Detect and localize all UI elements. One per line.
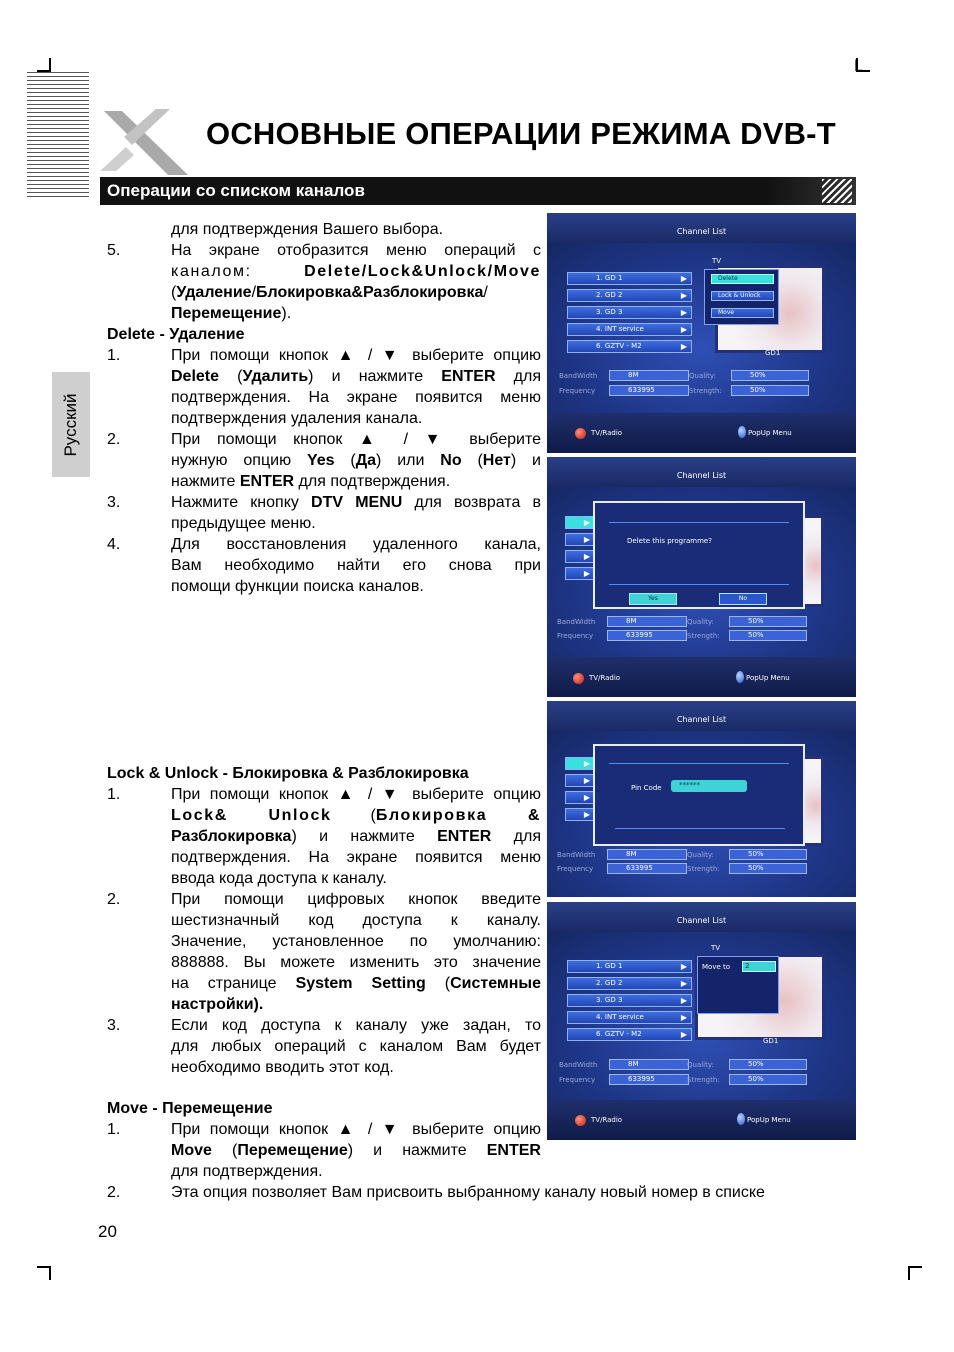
tv-screenshot-pin-code: Channel List ▶ ▶ ▶ ▶ Pin Code ****** BandWidth 8M Frequency 633995 Quality: 50% Strength: 50% xyxy=(547,701,856,897)
paragraph-line: Разблокировка) и нажмите ENTER для xyxy=(171,828,541,845)
paragraph-line: Вам необходимо найти его снова при xyxy=(171,557,541,574)
paragraph-line: нужную опцию Yes (Да) или No (Нет) и xyxy=(171,452,541,469)
channel-item xyxy=(565,533,595,546)
list-number: 1. xyxy=(107,347,121,364)
move-to-input[interactable]: 2 xyxy=(742,961,776,972)
tv-title-bar: Channel List xyxy=(547,213,856,243)
paragraph-line: Delete (Удалить) и нажмите ENTER для xyxy=(171,368,541,385)
move-popup: Move to 2 xyxy=(697,956,779,1014)
paragraph-line: Для восстановления удаленного канала, xyxy=(171,536,541,553)
operations-popup xyxy=(704,269,779,325)
channel-item[interactable]: 2. GD 2 ▶ xyxy=(567,289,692,302)
channel-item[interactable]: 1. GD 1 ▶ xyxy=(567,960,692,973)
list-number: 1. xyxy=(107,1121,121,1138)
paragraph-line: ввода кода доступа к каналу. xyxy=(171,870,387,887)
paragraph-line: для любых операций с каналом Вам будет xyxy=(171,1038,541,1055)
yes-button[interactable]: Yes xyxy=(629,593,677,605)
paragraph-line: шестизначный код доступа к каналу. xyxy=(171,912,541,929)
paragraph-line: помощи функции поиска каналов. xyxy=(171,578,424,595)
paragraph-line: При помощи кнопок ▲ / ▼ выберите xyxy=(171,431,541,448)
brand-logo-x-icon xyxy=(96,105,196,177)
list-number: 1. xyxy=(107,786,121,803)
section-title: Операции со списком каналов xyxy=(107,181,365,200)
channel-item xyxy=(565,516,595,529)
menu-item-move[interactable]: Move xyxy=(711,308,774,318)
delete-confirm-dialog xyxy=(593,501,805,609)
subsection-heading: Delete - Удаление xyxy=(107,326,245,343)
blue-button-icon xyxy=(738,426,746,438)
paragraph-line: подтверждения удаления канала. xyxy=(171,410,423,427)
channel-item[interactable]: 3. GD 3 ▶ xyxy=(567,306,692,319)
subsection-heading: Lock & Unlock - Блокировка & Разблокировка xyxy=(107,765,469,782)
paragraph-line: Перемещение). xyxy=(171,305,292,322)
channel-preview xyxy=(802,756,824,846)
tv-screenshot-move: Channel List TV 1. GD 1 ▶ 2. GD 2 ▶ 3. GD 3 ▶ 4. INT service ▶ 6. GZTV - M2 ▶ Move to 2 GD1 BandWidth 8M Frequency 633995 Quality: 50% Strength: 50% TV/Radio PopUp Menu xyxy=(547,902,856,1140)
list-number: 3. xyxy=(107,1017,121,1034)
list-number: 5. xyxy=(107,242,121,259)
pin-code-input[interactable]: ****** xyxy=(671,780,747,792)
subsection-heading: Move - Перемещение xyxy=(107,1100,273,1117)
red-button-icon xyxy=(573,673,584,684)
list-number: 4. xyxy=(107,536,121,553)
section-header-bar xyxy=(100,177,856,205)
paragraph-line: предыдущее меню. xyxy=(171,515,316,532)
paragraph-line: на странице System Setting (Системные xyxy=(171,975,541,992)
paragraph-line: для подтверждения. xyxy=(171,1163,323,1180)
tv-title-bar: Channel List xyxy=(547,457,856,487)
channel-item[interactable]: 3. GD 3 ▶ xyxy=(567,994,692,1007)
crop-mark xyxy=(37,58,51,72)
paragraph-line: При помощи цифровых кнопок введите xyxy=(171,891,541,908)
channel-item xyxy=(565,791,595,804)
tv-screenshot-popup-menu: Channel List TV 1. GD 1 ▶ 2. GD 2 ▶ 3. GD 3 ▶ 4. INT service ▶ 6. GZTV - M2 ▶ Delete Lock & Unlock Move GD1 BandWidth 8M Frequency 633995 Quality: 50% Strength: 50% TV/Radio PopUp Menu xyxy=(547,213,856,453)
paragraph-line: Эта опция позволяет Вам присвоить выбранному каналу новый номер в списке xyxy=(171,1184,765,1201)
channel-item[interactable]: 1. GD 1 ▶ xyxy=(567,272,692,285)
page-number: 20 xyxy=(98,1222,117,1241)
paragraph-line: Если код доступа к каналу уже задан, то xyxy=(171,1017,541,1034)
paragraph-line: для подтверждения Вашего выбора. xyxy=(171,221,444,238)
paragraph-line: Нажмите кнопку DTV MENU для возврата в xyxy=(171,494,542,511)
dialog-prompt: Delete this programme? xyxy=(627,537,712,545)
blue-button-icon xyxy=(737,1113,745,1125)
paragraph-line: нажмите ENTER для подтверждения. xyxy=(171,473,451,490)
paragraph-line: каналом: Delete/Lock&Unlock/Move xyxy=(171,263,541,280)
list-number: 3. xyxy=(107,494,121,511)
channel-item[interactable]: 6. GZTV - M2 ▶ xyxy=(567,340,692,353)
paragraph-line: настройки). xyxy=(171,996,264,1013)
crop-mark xyxy=(37,1266,51,1280)
language-side-tab xyxy=(52,372,90,477)
channel-item[interactable]: 2. GD 2 ▶ xyxy=(567,977,692,990)
language-label: Русский xyxy=(61,392,80,457)
decorative-hatch xyxy=(822,179,852,203)
channel-item[interactable]: 4. INT service ▶ xyxy=(567,1011,692,1024)
list-number: 2. xyxy=(107,431,121,448)
paragraph-line: необходимо вводить этот код. xyxy=(171,1059,394,1076)
page-title: ОСНОВНЫЕ ОПЕРАЦИИ РЕЖИМА DVB-T xyxy=(206,116,836,151)
list-number: 2. xyxy=(107,1184,121,1201)
channel-item xyxy=(565,550,595,563)
tv-screenshot-delete-confirm: Channel List ▶ ▶ ▶ ▶ Delete this programme? Yes No BandWidth 8M Frequency 633995 Quality: 50% Strength: 50% TV/Radio PopUp Menu xyxy=(547,457,856,697)
channel-item[interactable]: 6. GZTV - M2 ▶ xyxy=(567,1028,692,1041)
paragraph-line: 888888. Вы можете изменить это значение xyxy=(171,954,541,971)
paragraph-line: При помощи кнопок ▲ / ▼ выберите опцию xyxy=(171,1121,541,1138)
paragraph-line: При помощи кнопок ▲ / ▼ выберите опцию xyxy=(171,347,541,364)
channel-item xyxy=(565,808,595,821)
red-button-icon xyxy=(575,1115,586,1126)
pin-code-dialog: Pin Code ****** xyxy=(593,744,805,846)
red-button-icon xyxy=(575,428,586,439)
no-button[interactable]: No xyxy=(719,593,767,605)
paragraph-line: При помощи кнопок ▲ / ▼ выберите опцию xyxy=(171,786,541,803)
channel-item[interactable]: 4. INT service ▶ xyxy=(567,323,692,336)
tv-title-bar: Channel List xyxy=(547,902,856,932)
blue-button-icon xyxy=(736,671,744,683)
tv-title-bar: Channel List xyxy=(547,701,856,731)
channel-item xyxy=(565,774,595,787)
list-number: 2. xyxy=(107,891,121,908)
paragraph-line: подтверждения. На экране появится меню xyxy=(171,389,541,406)
corner-letter: L xyxy=(854,56,864,75)
menu-item-lock-unlock[interactable]: Lock & Unlock xyxy=(711,291,774,301)
menu-item-delete[interactable]: Delete xyxy=(711,274,774,284)
paragraph-line: На экране отобразится меню операций с xyxy=(171,242,541,259)
paragraph-line: Значение, установленное по умолчанию: xyxy=(171,933,541,950)
decorative-stripes xyxy=(27,72,89,198)
channel-preview xyxy=(802,515,824,607)
paragraph-line: (Удаление/Блокировка&Разблокировка/ xyxy=(171,284,488,301)
crop-mark xyxy=(908,1266,922,1280)
channel-item xyxy=(565,567,595,580)
paragraph-line: подтверждения. На экране появится меню xyxy=(171,849,541,866)
channel-item xyxy=(565,757,595,770)
paragraph-line: Lock& Unlock (Блокировка & xyxy=(171,807,542,824)
paragraph-line: Move (Перемещение) и нажмите ENTER xyxy=(171,1142,541,1159)
